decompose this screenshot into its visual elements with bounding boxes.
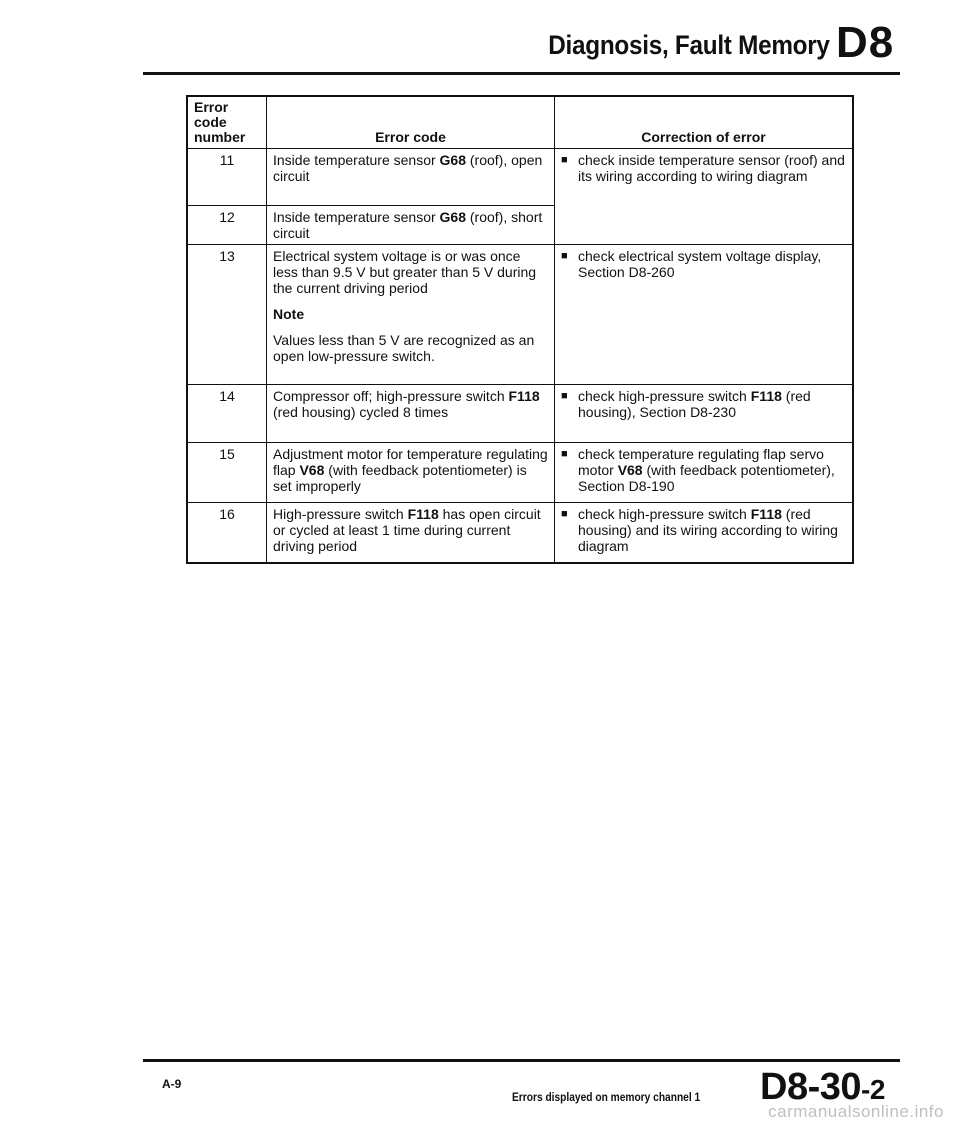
row-number: 11: [187, 149, 267, 206]
correction-text: check high-pressure switch F118 (red housing), Section D8-230: [578, 388, 811, 420]
row-error: Compressor off; high-pressure switch F118 (red housing) cycled 8 times: [267, 385, 555, 443]
correction-text: check inside temperature sensor (roof) and its wiring according to wiring diagram: [578, 152, 845, 184]
note-text: Values less than 5 V are recognized as an open low-pressure switch.: [273, 332, 535, 364]
row-error: High-pressure switch F118 has open circuit or cycled at least 1 time during current driving period: [267, 503, 555, 563]
row-correction: [555, 245, 854, 385]
row-number: 12: [187, 206, 267, 245]
table-row: [187, 149, 853, 206]
row-correction: [555, 385, 854, 443]
footer-description: Errors displayed on memory channel 1: [512, 1090, 701, 1104]
row-correction: [555, 443, 854, 503]
note-title: Note: [273, 306, 305, 322]
bullet-icon: ■: [561, 250, 568, 262]
header-error-code: Error code: [267, 96, 555, 149]
row-error: Adjustment motor for temperature regulating flap V68 (with feedback potentiometer) is set improperly: [267, 443, 555, 503]
correction-text: check high-pressure switch F118 (red housing) and its wiring according to wiring diagram: [578, 506, 838, 554]
error-table: [186, 95, 854, 564]
row-number: 14: [187, 385, 267, 443]
footer-page-label: A-9: [162, 1077, 182, 1091]
bullet-icon: ■: [561, 448, 568, 460]
header-rule: [143, 72, 900, 75]
header-title: Diagnosis, Fault Memory: [548, 30, 830, 60]
footer-code-suffix: -2: [861, 1074, 885, 1105]
table-row: [187, 385, 853, 443]
watermark: carmanualsonline.info: [768, 1102, 944, 1121]
row-number: 16: [187, 503, 267, 563]
correction-text: check electrical system voltage display, Section D8-260: [578, 248, 822, 280]
table-row: [187, 503, 853, 563]
bullet-icon: ■: [561, 390, 568, 402]
header-correction: Correction of error: [555, 96, 854, 149]
table-header-row: [187, 96, 853, 149]
error-text: Electrical system voltage is or was once less than 9.5 V but greater than 5 V during the current driving period: [273, 248, 537, 296]
row-error: Inside temperature sensor G68 (roof), open circuit: [267, 149, 555, 206]
row-number: 13: [187, 245, 267, 385]
row-correction: [555, 503, 854, 563]
table-row: [187, 443, 853, 503]
row-error: Inside temperature sensor G68 (roof), short circuit: [267, 206, 555, 245]
correction-text: check temperature regulating flap servo motor V68 (with feedback potentiometer), Section D8-190: [578, 446, 835, 494]
row-correction: [555, 149, 854, 245]
row-number: 15: [187, 443, 267, 503]
table-row: [187, 245, 853, 385]
bullet-icon: ■: [561, 508, 568, 520]
footer-code-main: D8-30: [760, 1066, 861, 1108]
header-error-code-number: Error code number: [187, 96, 267, 149]
bullet-icon: ■: [561, 154, 568, 166]
row-error: [267, 245, 555, 385]
header-section-code: D8: [836, 18, 895, 67]
footer-rule: [143, 1059, 900, 1062]
